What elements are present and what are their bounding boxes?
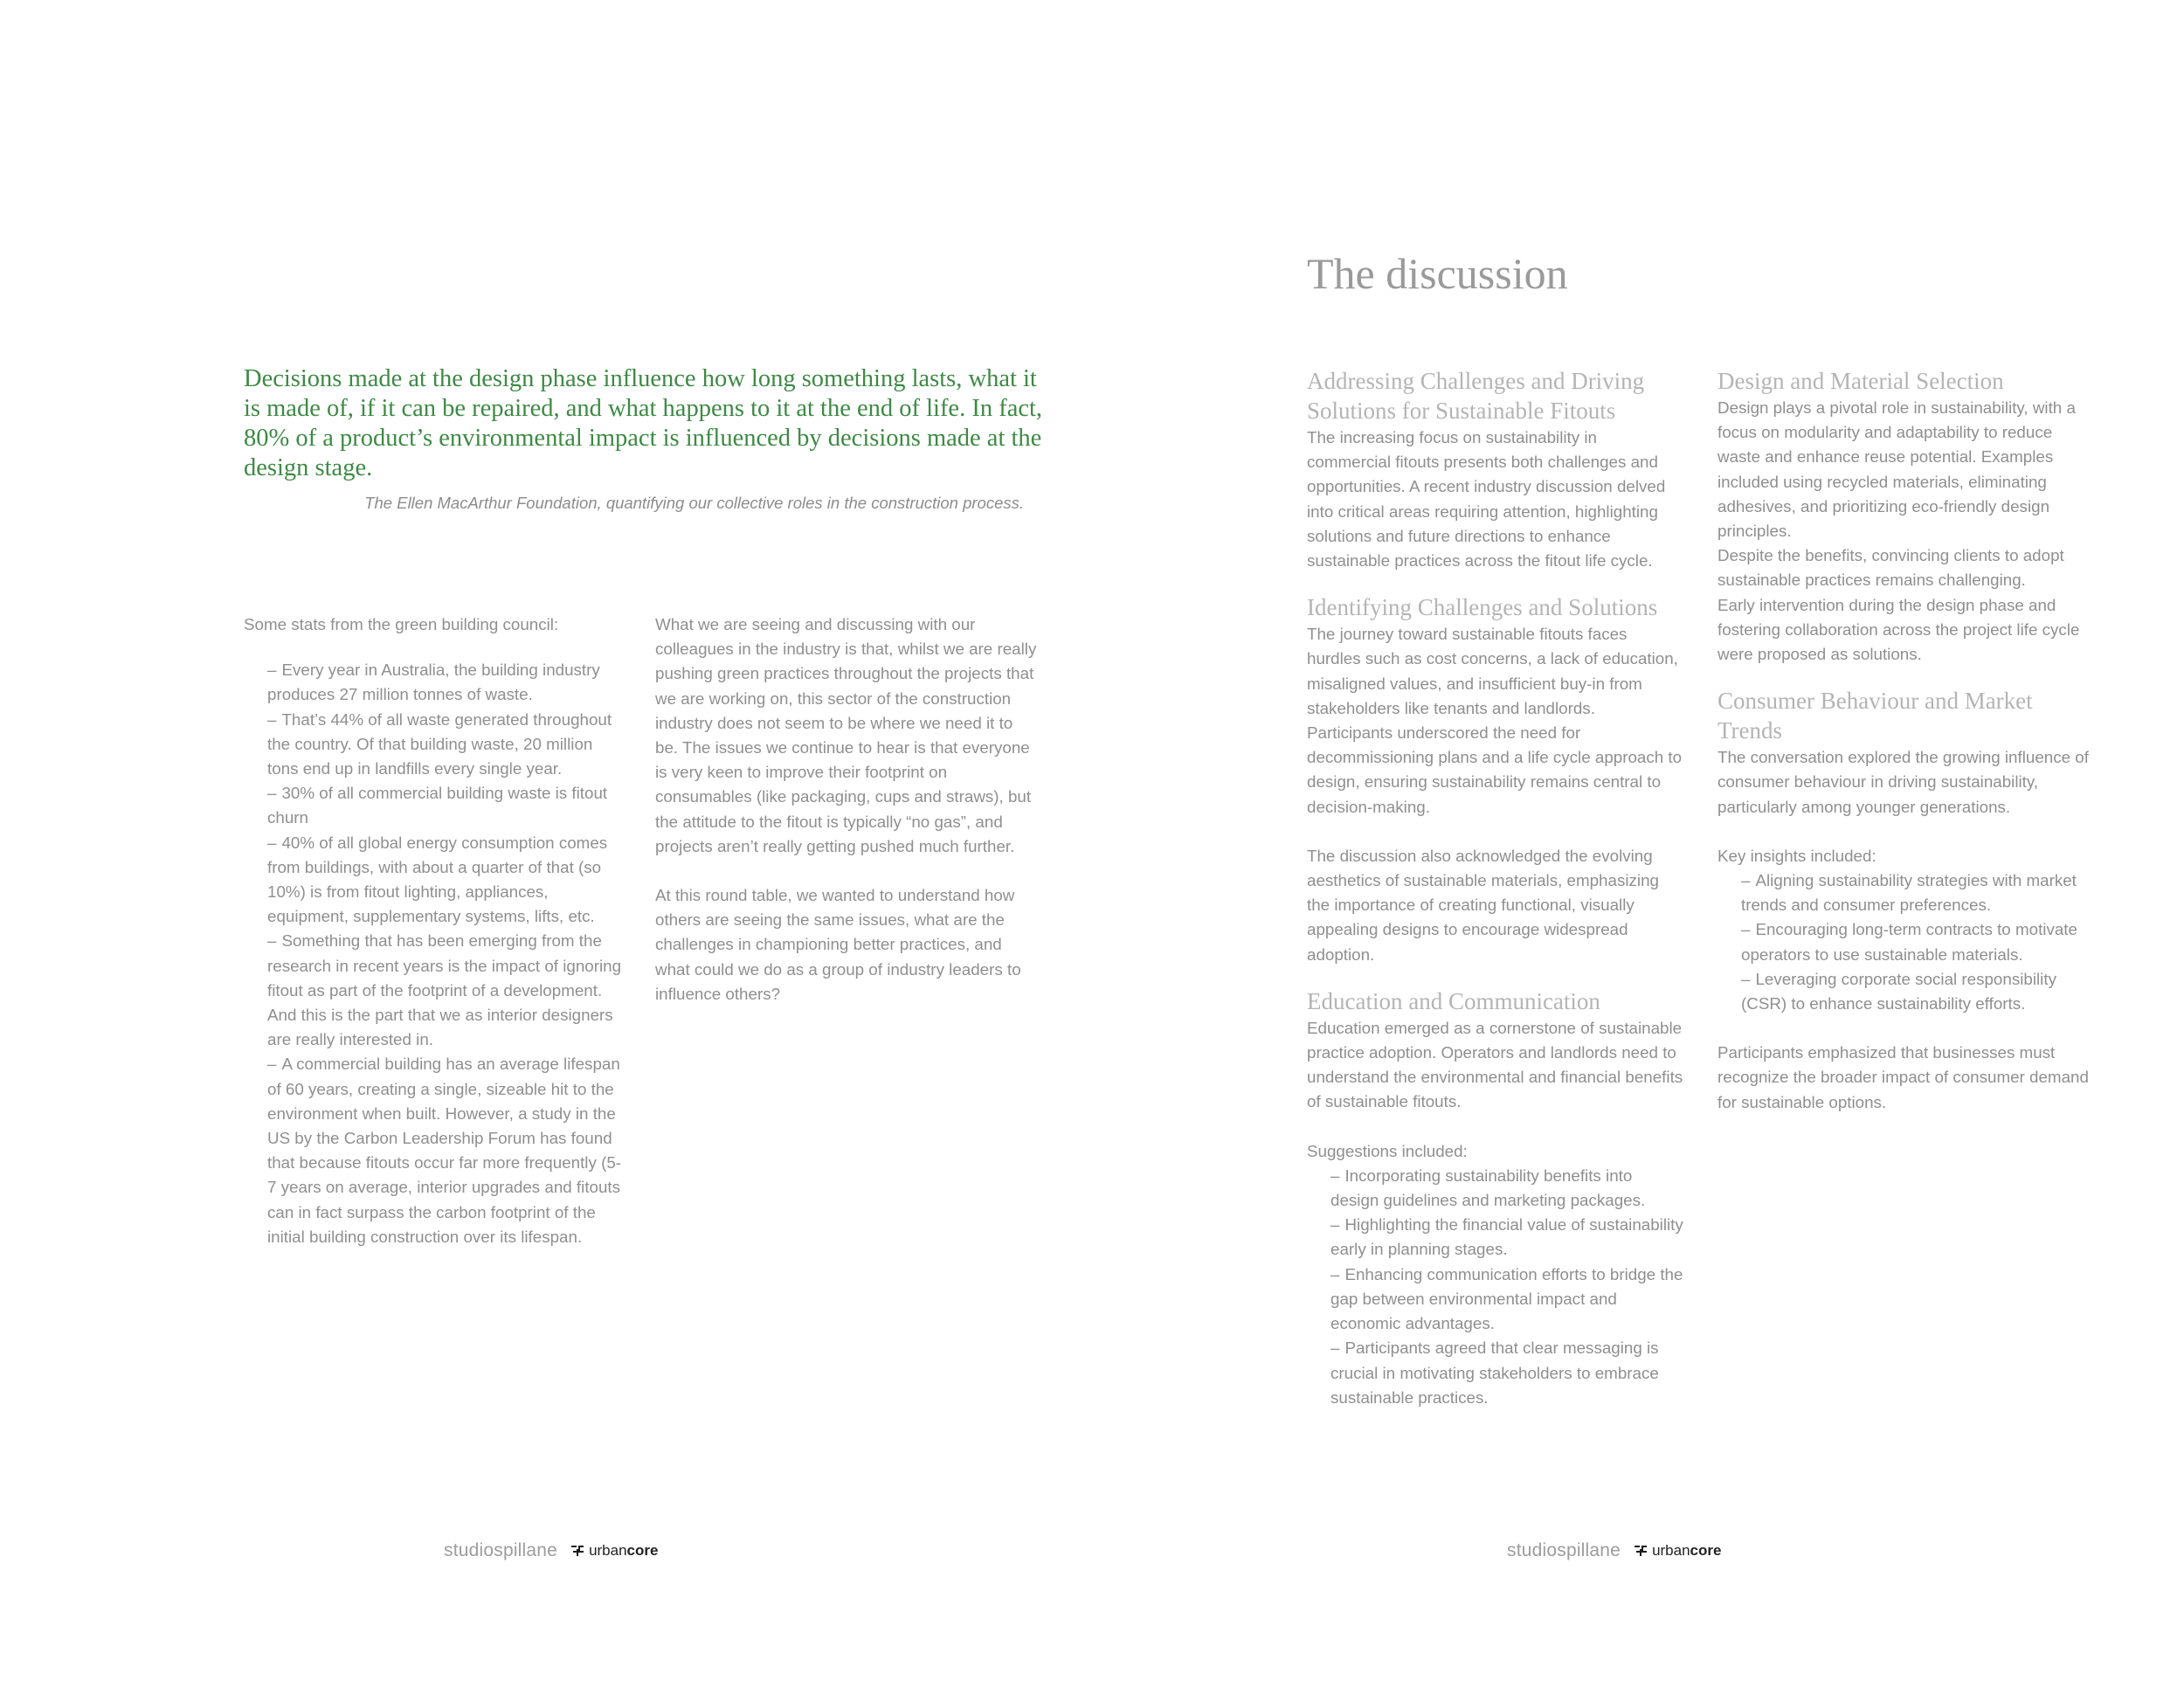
urbancore-logo [1633,1542,1721,1560]
discussion-column-left [1307,366,1684,1428]
section-body: Early intervention during the design phase and fostering collaboration across the project life cycle were proposed as solutions. [1717,595,2080,664]
intro-paragraph: At this round table, we wanted to understand how others are seeing the same issues, what are the challenges in championing better practices, and what could we do as a group of industry leaders to influence others? [655,886,1021,1003]
bullet-dash: – [1741,920,1751,939]
stats-intro: Some stats from the green building council: [244,615,559,633]
section-education [1307,986,1684,1410]
list-item: – That’s 44% of all waste generated throughout the country. Of that building waste, 20 million tons end up in landfills every single year. [267,709,612,778]
section-body: Despite the benefits, convincing clients to adopt sustainable practices remains challenging. [1717,546,2064,590]
list-item: – Incorporating sustainability benefits into design guidelines and marketing packages. [1330,1166,1646,1210]
bullet-dash: – [1330,1264,1340,1283]
urbancore-text-bold: core [626,1542,659,1559]
section-addressing [1307,366,1684,573]
section-body: The conversation explored the growing influence of consumer behaviour in driving sustainability, particularly among younger generations. [1717,748,2089,816]
section-body: Participants emphasized that businesses must recognize the broader impact of consumer demand for sustainable options. [1717,1043,2089,1111]
list-item: – 40% of all global energy consumption comes from buildings, with about a quarter of that (so 10%) is from fitout lighting, appliances, equipment, supplementary systems, lifts, etc. [267,833,608,926]
section-body: Education emerged as a cornerstone of sustainable practice adoption. Operators and landlords need to understand the environmental and financial benefits of sustainable fitouts. [1307,1018,1683,1111]
suggestions-label: Suggestions included: [1307,1141,1468,1160]
page-title: The discussion [1307,249,1568,298]
list-item: – Something that has been emerging from the research in recent years is the impact of ignoring fitout as part of the footprint of a development. And this is the part that we as interior designers are really interested in. [267,931,622,1049]
bullet-dash: – [267,833,277,852]
section-heading: Addressing Challenges and Driving Solutions for Sustainable Fitouts [1307,368,1645,424]
discussion-column-right [1717,366,2095,1132]
list-item: – Highlighting the financial value of sustainability early in planning stages. [1330,1215,1683,1259]
list-item: – Every year in Australia, the building industry produces 27 million tonnes of waste. [267,661,600,704]
stats-column [244,612,628,1249]
section-body: The journey toward sustainable fitouts faces hurdles such as cost concerns, a lack of education, misaligned values, and insufficient buy-in from stakeholders like tenants and landlords. Participants underscored the need for decommissioning plans and a life cycle approach to design, ensuring sustainability remains central to decision-making. [1307,625,1683,816]
suggestions-list [1307,1164,1684,1410]
studiospillane-logo: studiospillane [444,1540,558,1560]
urbancore-mark-icon [1633,1543,1648,1559]
bullet-dash: – [1741,871,1751,890]
insights-list [1717,868,2095,1016]
urbancore-mark-icon [570,1543,585,1559]
list-item: – Enhancing communication efforts to bridge the gap between environmental impact and economic advantages. [1330,1264,1683,1333]
urbancore-logo [570,1542,658,1560]
section-heading: Education and Communication [1307,987,1600,1014]
bullet-dash: – [267,709,277,729]
section-body: Design plays a pivotal role in sustainability, with a focus on modularity and adaptability to reduce waste and enhance reuse potential. Examples included using recycled materials, eliminating adhesives, and prioritizing eco-friendly design principles. [1717,398,2076,541]
list-item: – Participants agreed that clear messaging is crucial in motivating stakeholders to embrace sustainable practices. [1330,1339,1659,1407]
pull-quote: Decisions made at the design phase influence how long something lasts, what it is made of, if it can be repaired, and what happens to it at the end of life. In fact, 80% of a product’s environmental impact is influenced by decisions made at the design stage. [244,365,1043,481]
section-consumer [1717,686,2095,1115]
bullet-dash: – [1330,1166,1340,1185]
list-item: – A commercial building has an average lifespan of 60 years, creating a single, sizeable hit to the environment when built. However, a study in the US by the Carbon Leadership Forum has found that because fitouts occur far more frequently (5-7 years on average, interior upgrades and fitouts can in fact surpass the carbon footprint of the initial building construction over its lifespan. [267,1055,622,1246]
stats-list [244,658,628,1249]
quote-attribution: The Ellen MacArthur Foundation, quantifying our collective roles in the construction process. [364,494,1024,512]
bullet-dash: – [267,1055,277,1074]
studiospillane-logo: studiospillane [1507,1540,1621,1560]
bullet-dash: – [267,931,277,951]
list-item: – 30% of all commercial building waste is fitout churn [267,784,608,827]
urbancore-text-bold: core [1690,1542,1722,1559]
bullet-dash: – [1741,969,1751,988]
list-item: – Aligning sustainability strategies with market trends and consumer preferences. [1741,871,2077,915]
bullet-dash: – [1330,1339,1340,1358]
footer-logos-right [1507,1538,1721,1564]
intro-paragraph: What we are seeing and discussing with our colleagues in the industry is that, whilst we are really pushing green practices throughout the projects that we are working on, this sector of the construction industry does not seem to be where we need it to be. The issues we continue to hear is that everyone is very keen to improve their footprint on consumables (like packaging, cups and straws), but the attitude to the fitout is typically “no gas”, and projects aren’t really getting pushed much further. [655,615,1037,855]
section-heading: Consumer Behaviour and Market Trends [1717,688,2033,744]
footer-logos-left [444,1538,658,1564]
section-identifying [1307,592,1684,967]
list-item: – Encouraging long-term contracts to motivate operators to use sustainable materials. [1741,920,2077,964]
section-body: The increasing focus on sustainability in commercial fitouts presents both challenges and opportunities. A recent industry discussion delved into critical areas requiring attention, highlighting solutions and future directions to enhance sustainable practices across the fitout life cycle. [1307,428,1666,571]
section-design [1717,366,2095,667]
section-heading: Identifying Challenges and Solutions [1307,594,1658,621]
list-item: – Leveraging corporate social responsibility (CSR) to enhance sustainability efforts. [1741,969,2056,1013]
section-heading: Design and Material Selection [1717,368,2004,394]
bullet-dash: – [267,661,277,680]
bullet-dash: – [267,784,277,803]
bullet-dash: – [1330,1215,1340,1235]
intro-column [655,612,1040,1007]
urbancore-text: urban [1652,1542,1690,1559]
insights-label: Key insights included: [1717,846,1876,865]
section-body: The discussion also acknowledged the evolving aesthetics of sustainable materials, emphasizing the importance of creating functional, visually appealing designs to encourage widespread adoption. [1307,846,1659,964]
urbancore-text: urban [589,1542,627,1559]
